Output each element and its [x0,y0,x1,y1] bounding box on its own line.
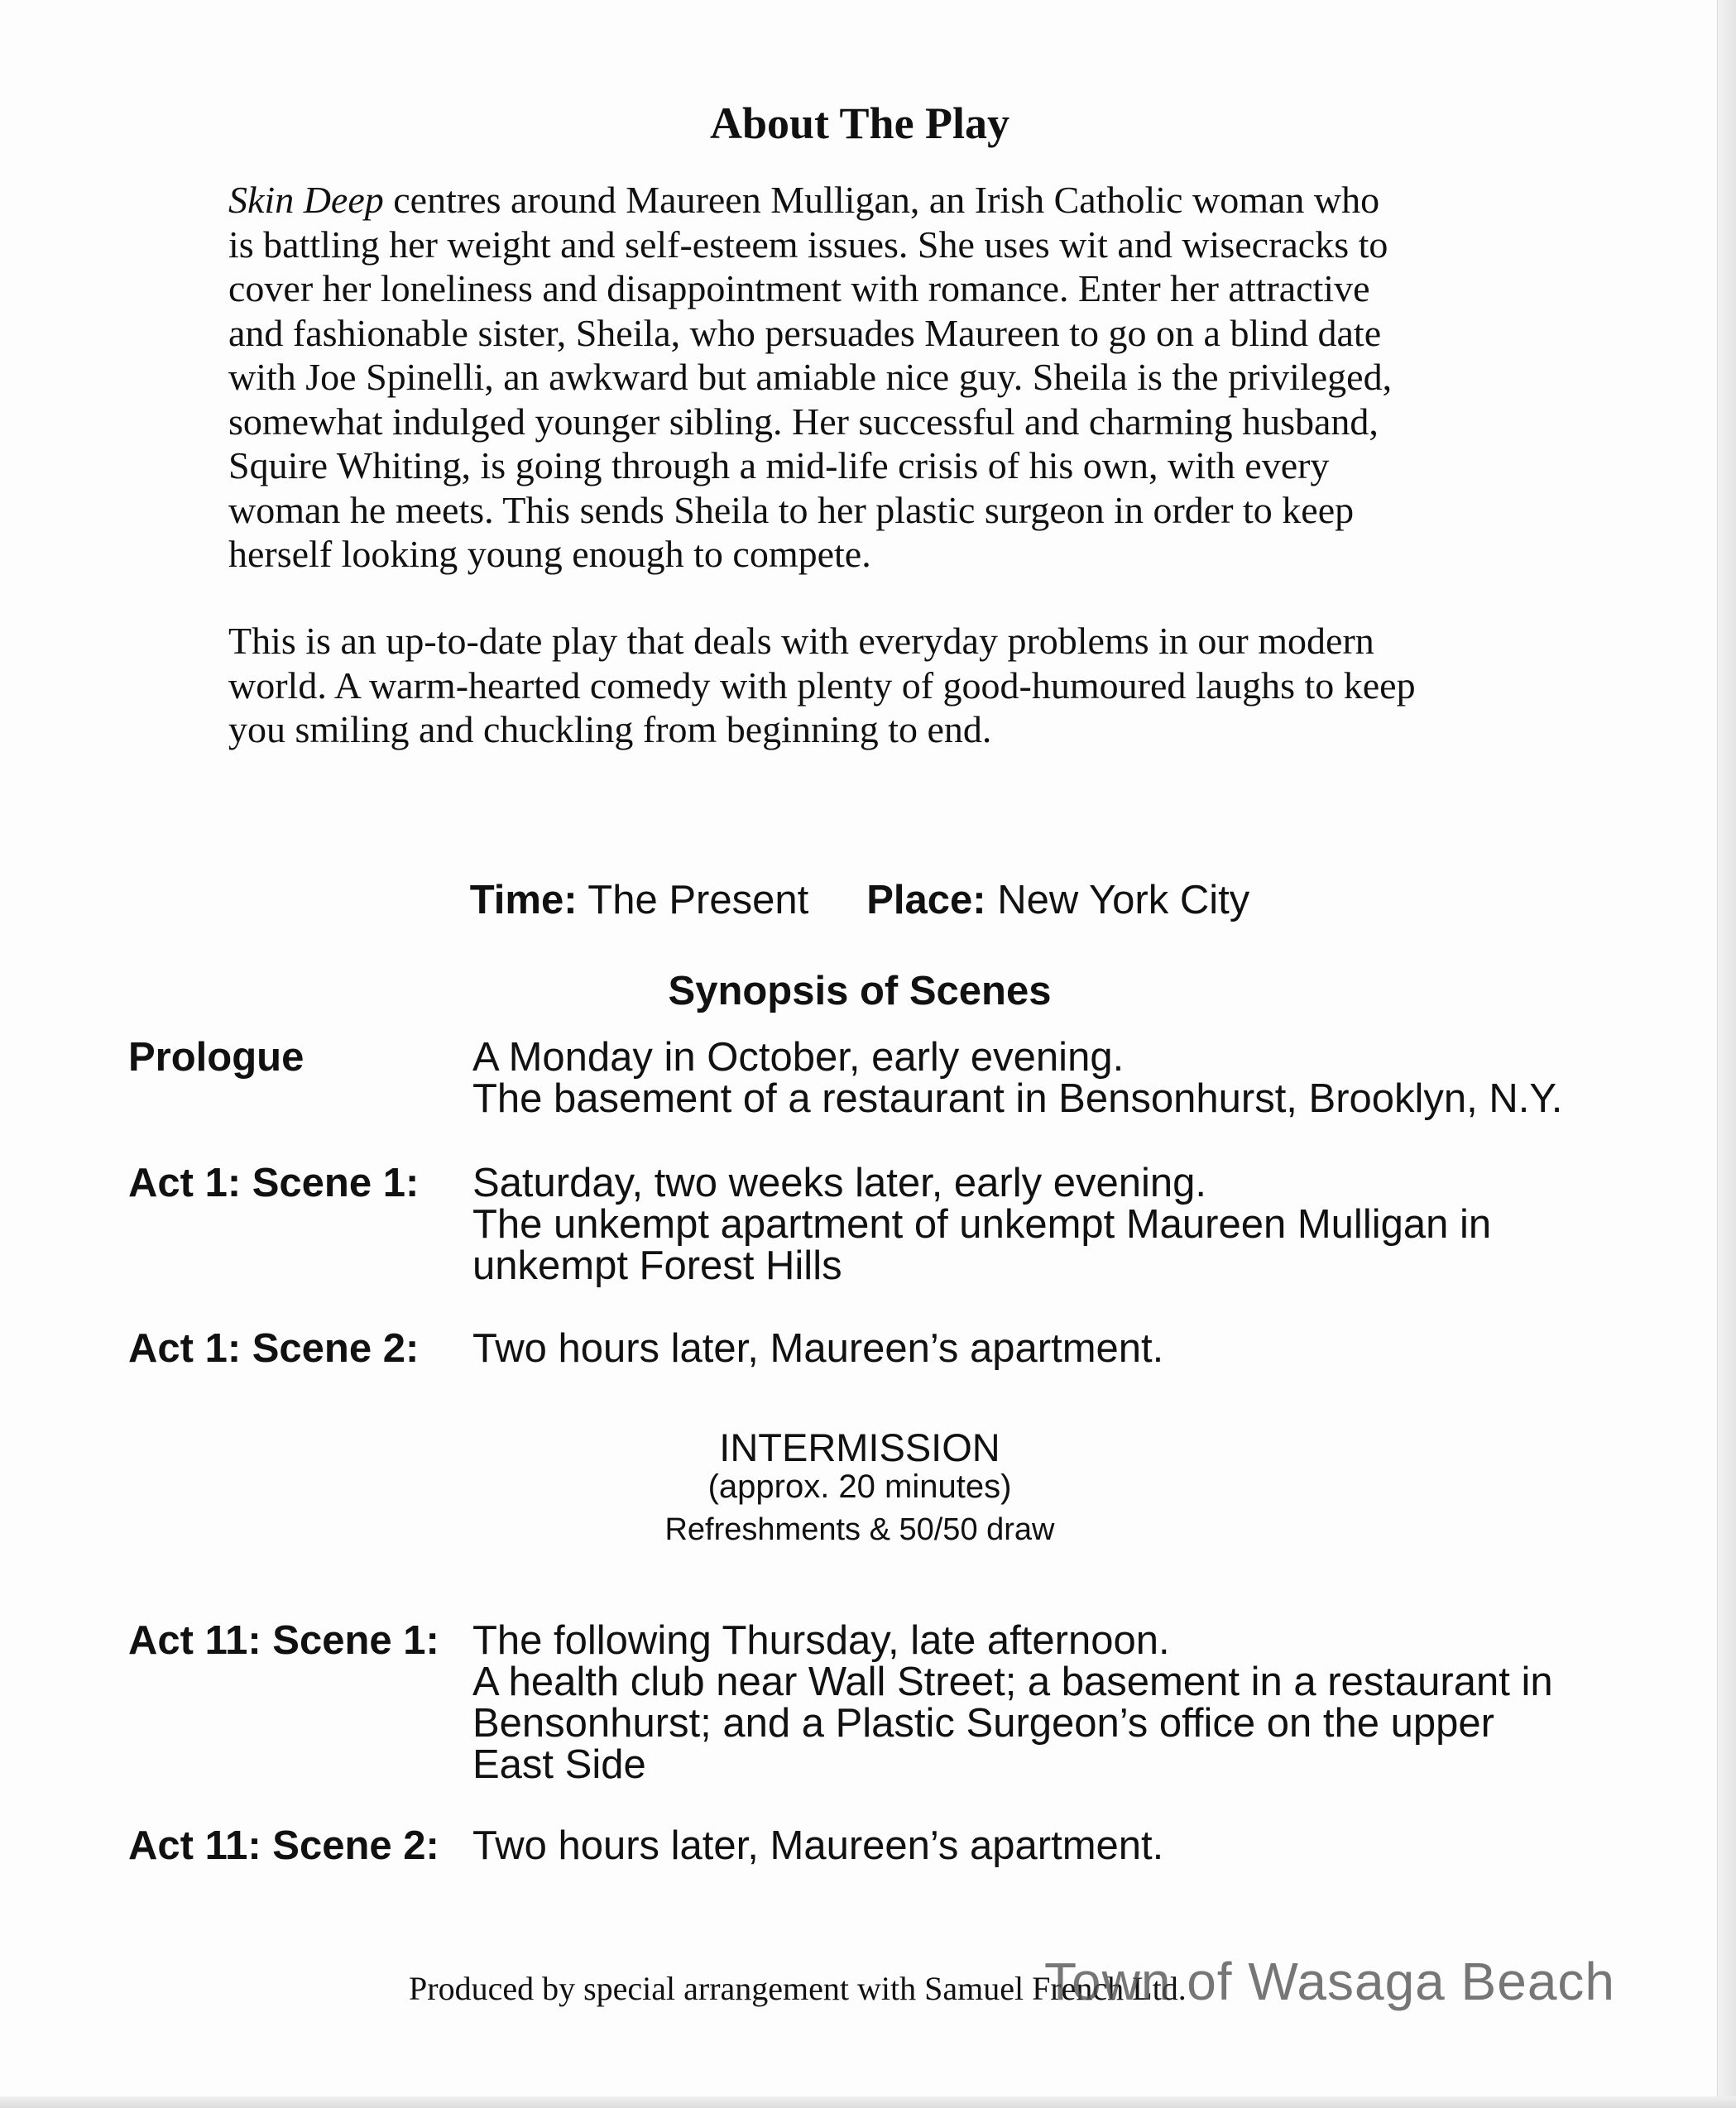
about-line: Skin Deep centres around Maureen Mulligan, an Irish Catholic woman who [228,179,1380,221]
page-edge-shadow [1717,0,1736,2108]
place-value: New York City [997,878,1250,922]
time-place-line [0,877,1719,923]
scene-label: Act 1: Scene 1: [128,1161,420,1205]
play-title-italic: Skin Deep [228,179,384,221]
scene-label: Act 11: Scene 2: [128,1823,439,1868]
intermission-duration: (approx. 20 minutes) [707,1468,1012,1505]
place-label: Place: [866,878,986,922]
about-line: Squire Whiting, is going through a mid-life crisis of his own, with every [228,444,1330,486]
scene-description: Saturday, two weeks later, early evening. The unkempt apartment of unkempt Maureen Mulligan in unkempt Forest Hills [472,1161,1492,1288]
about-line: you smiling and chuckling from beginning to end. [228,708,992,750]
scene-label: Act 1: Scene 2: [128,1326,420,1371]
about-line: This is an up-to-date play that deals with everyday problems in our modern [228,620,1374,662]
intermission-title: INTERMISSION [719,1425,1000,1469]
about-line: with Joe Spinelli, an awkward but amiable nice guy. Sheila is the privileged, [228,356,1393,398]
about-line: cover her loneliness and disappointment with romance. Enter her attractive [228,267,1370,309]
about-paragraph-1 [228,178,1519,577]
watermark: Town of Wasaga Beach [1044,1952,1615,2011]
scene-description: A Monday in October, early evening. The basement of a restaurant in Bensonhurst, Brooklyn, N.Y. [472,1035,1563,1121]
about-line: woman he meets. This sends Sheila to her plastic surgeon in order to keep [228,488,1355,531]
production-credit: Produced by special arrangement with Samuel French Ltd. [409,1970,1187,2007]
about-paragraph-2 [228,619,1519,752]
synopsis-heading: Synopsis of Scenes [668,969,1052,1013]
page-bottom-shadow [0,2096,1736,2108]
about-line: somewhat indulged younger sibling. Her successful and charming husband, [228,400,1379,443]
scene-label: Prologue [128,1035,305,1080]
time-value: The Present [587,878,809,922]
about-line: world. A warm-hearted comedy with plenty of good-humoured laughs to keep [228,664,1416,707]
intermission-refreshments: Refreshments & 50/50 draw [664,1512,1055,1547]
scene-description: Two hours later, Maureen’s apartment. [472,1326,1164,1371]
about-line: herself looking young enough to compete. [228,533,871,575]
scene-label: Act 11: Scene 1: [128,1618,439,1663]
scene-description: Two hours later, Maureen’s apartment. [472,1823,1164,1868]
about-line: is battling her weight and self-esteem issues. She uses wit and wisecracks to [228,223,1388,266]
scene-description: The following Thursday, late afternoon. A health club near Wall Street; a basement in a restaurant in Bensonhurst; and a Plastic Surgeon’s office on the upper East Side [472,1618,1553,1787]
time-label: Time: [469,878,578,922]
about-line: and fashionable sister, Sheila, who persuades Maureen to go on a blind date [228,311,1382,354]
page-title: About The Play [709,98,1010,148]
